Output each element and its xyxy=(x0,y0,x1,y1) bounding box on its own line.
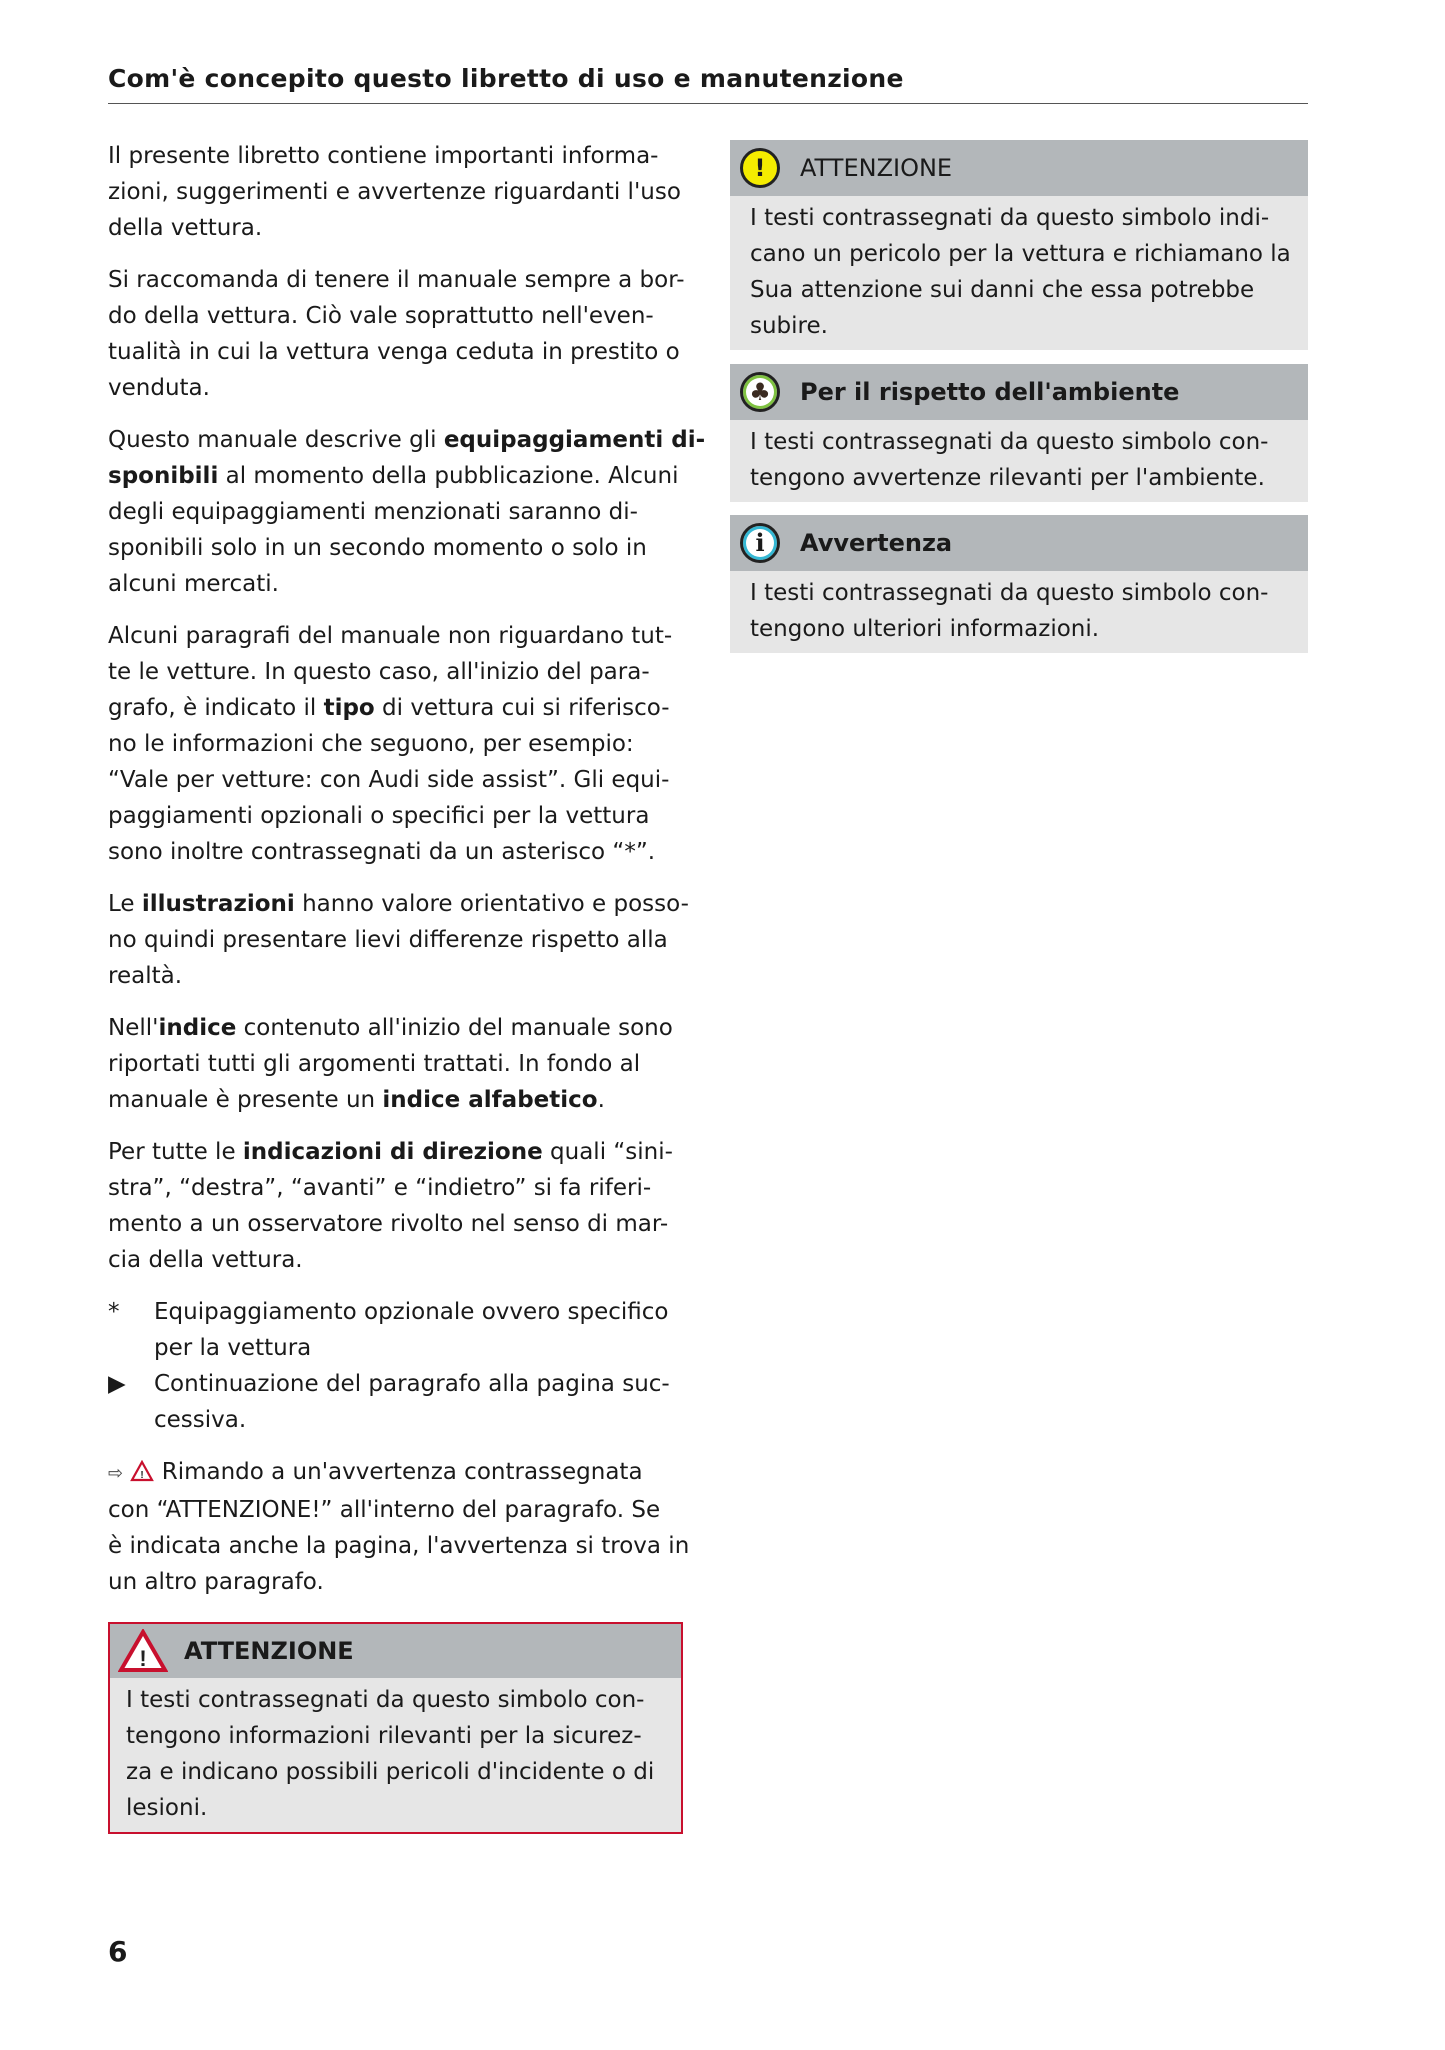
info-icon: i xyxy=(740,523,780,563)
body-paragraph xyxy=(108,262,698,406)
legend-asterisk xyxy=(108,1294,698,1366)
exclamation-circle-icon: ! xyxy=(740,148,780,188)
body-paragraph xyxy=(108,1010,698,1118)
body-paragraph xyxy=(108,886,698,994)
asterisk-icon: * xyxy=(108,1299,120,1325)
legend-text: Equipaggiamento opzionale ovvero specifico per la vettura xyxy=(154,1299,669,1361)
paragraph-text: Per tutte le xyxy=(108,1139,243,1165)
body-paragraph xyxy=(108,618,698,870)
warning-triangle-icon xyxy=(130,1460,154,1482)
paragraph-text: Si raccomanda di tenere il manuale sempre a bor- do della vettura. Ciò vale soprattutto nell'even- tualità in cui la vettura venga ceduta in prestito o venduta. xyxy=(108,267,685,401)
page-number: 6 xyxy=(108,1935,128,1968)
box-text: I testi contrassegnati da questo simbolo con- tengono avvertenze rilevanti per l'ambiente. xyxy=(750,429,1269,491)
legend-text: Continuazione del paragrafo alla pagina suc- cessiva. xyxy=(154,1371,670,1433)
bold-term: tipo xyxy=(323,695,375,721)
tree-icon: ♣ xyxy=(740,372,780,412)
paragraph-text: Le xyxy=(108,891,142,917)
box-text: I testi contrassegnati da questo simbolo con- tengono ulteriori informazioni. xyxy=(750,580,1269,642)
box-text: I testi contrassegnati da questo simbolo indi- cano un pericolo per la vettura e richiamano la Sua attenzione sui danni che essa potrebbe subire. xyxy=(750,205,1291,339)
header-divider xyxy=(108,103,1308,104)
paragraph-text: Il presente libretto contiene importanti informa- zioni, suggerimenti e avvertenze riguardanti l'uso della vettura. xyxy=(108,143,681,241)
warning-triangle-icon xyxy=(118,1629,168,1673)
reference-note xyxy=(108,1454,698,1600)
svg-text:!: ! xyxy=(139,1646,147,1671)
reference-text: Rimando a un'avvertenza contrassegnata con “ATTENZIONE!” all'interno del paragrafo. Se è indicata anche la pagina, l'avvertenza si trova in un altro paragrafo. xyxy=(108,1459,690,1595)
box-title: Per il rispetto dell'ambiente xyxy=(800,378,1180,406)
legend-continuation xyxy=(108,1366,698,1438)
bold-term: illustrazioni xyxy=(141,891,295,917)
box-avvertenza xyxy=(730,515,1308,653)
box-title: Avvertenza xyxy=(800,529,953,557)
paragraph-text: hanno valore orientativo e posso- no quindi presentare lievi differenze rispetto alla realtà. xyxy=(108,891,689,989)
paragraph-text: contenuto all'inizio del manuale sono riportati tutti gli argomenti trattati. In fondo al manuale è presente un xyxy=(108,1015,673,1113)
paragraph-text: quali “sini- stra”, “destra”, “avanti” e “indietro” si fa riferi- mento a un osservatore rivolto nel senso di mar- cia della vettura. xyxy=(108,1139,673,1273)
page-header-title: Com'è concepito questo libretto di uso e manutenzione xyxy=(108,64,904,93)
body-paragraph xyxy=(108,138,698,246)
warning-text: I testi contrassegnati da questo simbolo con- tengono informazioni rilevanti per la sicurez- za e indicano possibili pericoli d'incidente o di lesioni. xyxy=(126,1687,655,1821)
box-attenzione-vehicle xyxy=(730,140,1308,350)
paragraph-text: Questo manuale descrive gli xyxy=(108,427,444,453)
left-column xyxy=(108,138,706,1616)
paragraph-text: . xyxy=(597,1087,605,1113)
paragraph-text: al momento della pubblicazione. Alcuni degli equipaggiamenti menzionati saranno di- sponibili solo in un secondo momento o solo in alcuni mercati. xyxy=(108,463,679,597)
paragraph-text: Alcuni paragrafi del manuale non riguardano tut- te le vetture. In questo caso, all'inizio del para- grafo, è indicato il xyxy=(108,623,673,721)
bold-term: indicazioni di direzione xyxy=(242,1139,543,1165)
body-paragraph xyxy=(108,422,706,602)
arrow-right-icon: ⇨ xyxy=(108,1463,124,1484)
box-title: ATTENZIONE xyxy=(800,154,953,182)
bold-term: indice xyxy=(158,1015,237,1041)
warning-title: ATTENZIONE xyxy=(184,1637,354,1665)
box-environment xyxy=(730,364,1308,502)
paragraph-text: di vettura cui si riferisco- no le informazioni che seguono, per esempio: “Vale per vetture: con Audi side assist”. Gli equi- paggiamenti opzionali o specifici per la vettura sono inoltre contrassegnati da un asterisco “*”. xyxy=(108,695,670,865)
svg-text:!: ! xyxy=(140,1470,145,1481)
bold-term: equipaggiamenti di- sponibili xyxy=(108,427,706,489)
body-paragraph xyxy=(108,1134,698,1278)
bold-term: indice alfabetico xyxy=(382,1087,598,1113)
triangle-right-icon: ▶ xyxy=(108,1371,126,1397)
safety-warning-box xyxy=(108,1622,683,1834)
paragraph-text: Nell' xyxy=(108,1015,159,1041)
